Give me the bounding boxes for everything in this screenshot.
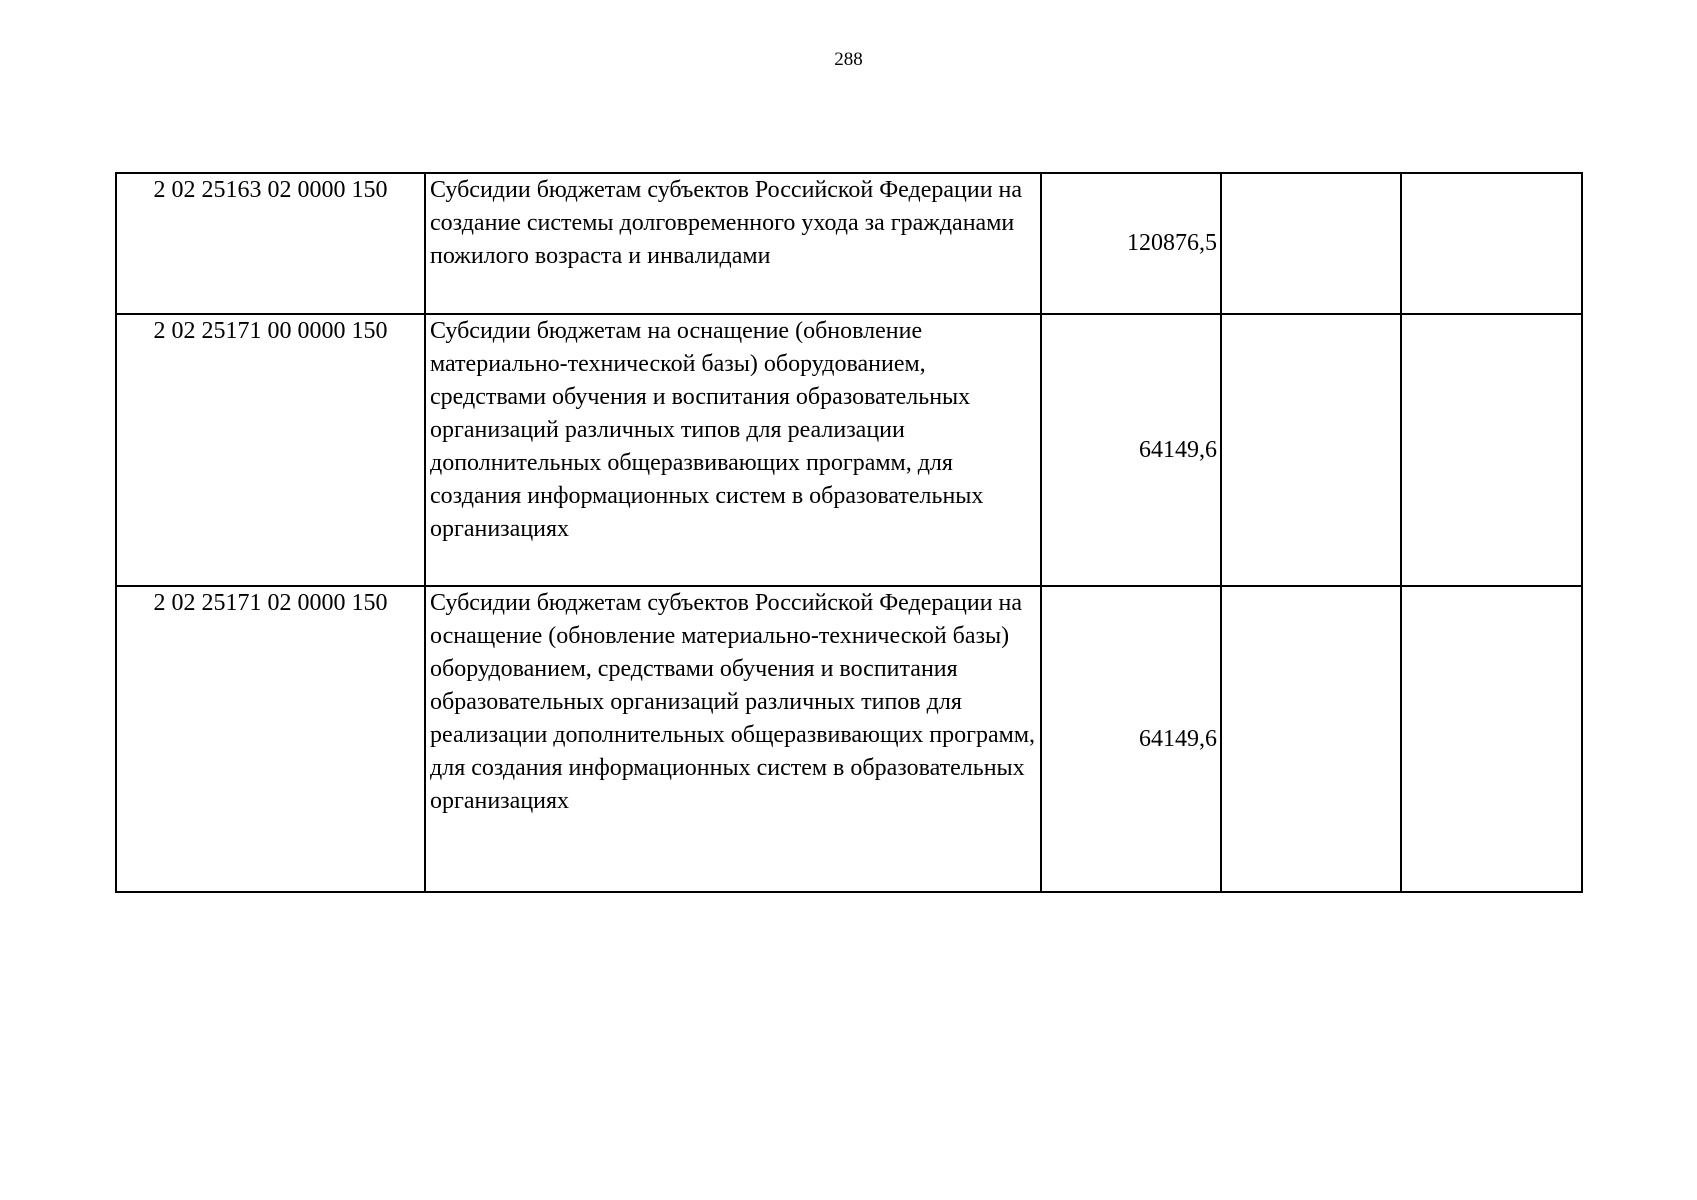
budget-code-cell: 2 02 25171 02 0000 150 <box>116 586 425 892</box>
revenue-name-cell: Субсидии бюджетам на оснащение (обновление материально-технической базы) оборудованием, средствами обучения и воспитания образовательных организаций различных типов для реализации дополнительных общеразвивающих программ, для создания информационных систем в образовательных организациях <box>425 314 1041 586</box>
table-row <box>116 586 1582 892</box>
empty-cell <box>1221 586 1401 892</box>
table-row <box>116 173 1582 314</box>
amount-cell: 64149,6 <box>1041 314 1221 586</box>
budget-code-cell: 2 02 25163 02 0000 150 <box>116 173 425 314</box>
empty-cell <box>1221 314 1401 586</box>
budget-code-cell: 2 02 25171 00 0000 150 <box>116 314 425 586</box>
empty-cell <box>1221 173 1401 314</box>
budget-revenue-table <box>115 172 1583 893</box>
page-number: 288 <box>834 49 863 70</box>
amount-cell: 120876,5 <box>1041 173 1221 314</box>
revenue-name-cell: Субсидии бюджетам субъектов Российской Федерации на оснащение (обновление материально-технической базы) оборудованием, средствами обучения и воспитания образовательных организаций различных типов для реализации дополнительных общеразвивающих программ, для создания информационных систем в образовательных организациях <box>425 586 1041 892</box>
revenue-name-cell: Субсидии бюджетам субъектов Российской Федерации на создание системы долговременного ухода за гражданами пожилого возраста и инвалидами <box>425 173 1041 314</box>
empty-cell <box>1401 173 1582 314</box>
empty-cell <box>1401 586 1582 892</box>
table-row <box>116 314 1582 586</box>
amount-cell: 64149,6 <box>1041 586 1221 892</box>
empty-cell <box>1401 314 1582 586</box>
